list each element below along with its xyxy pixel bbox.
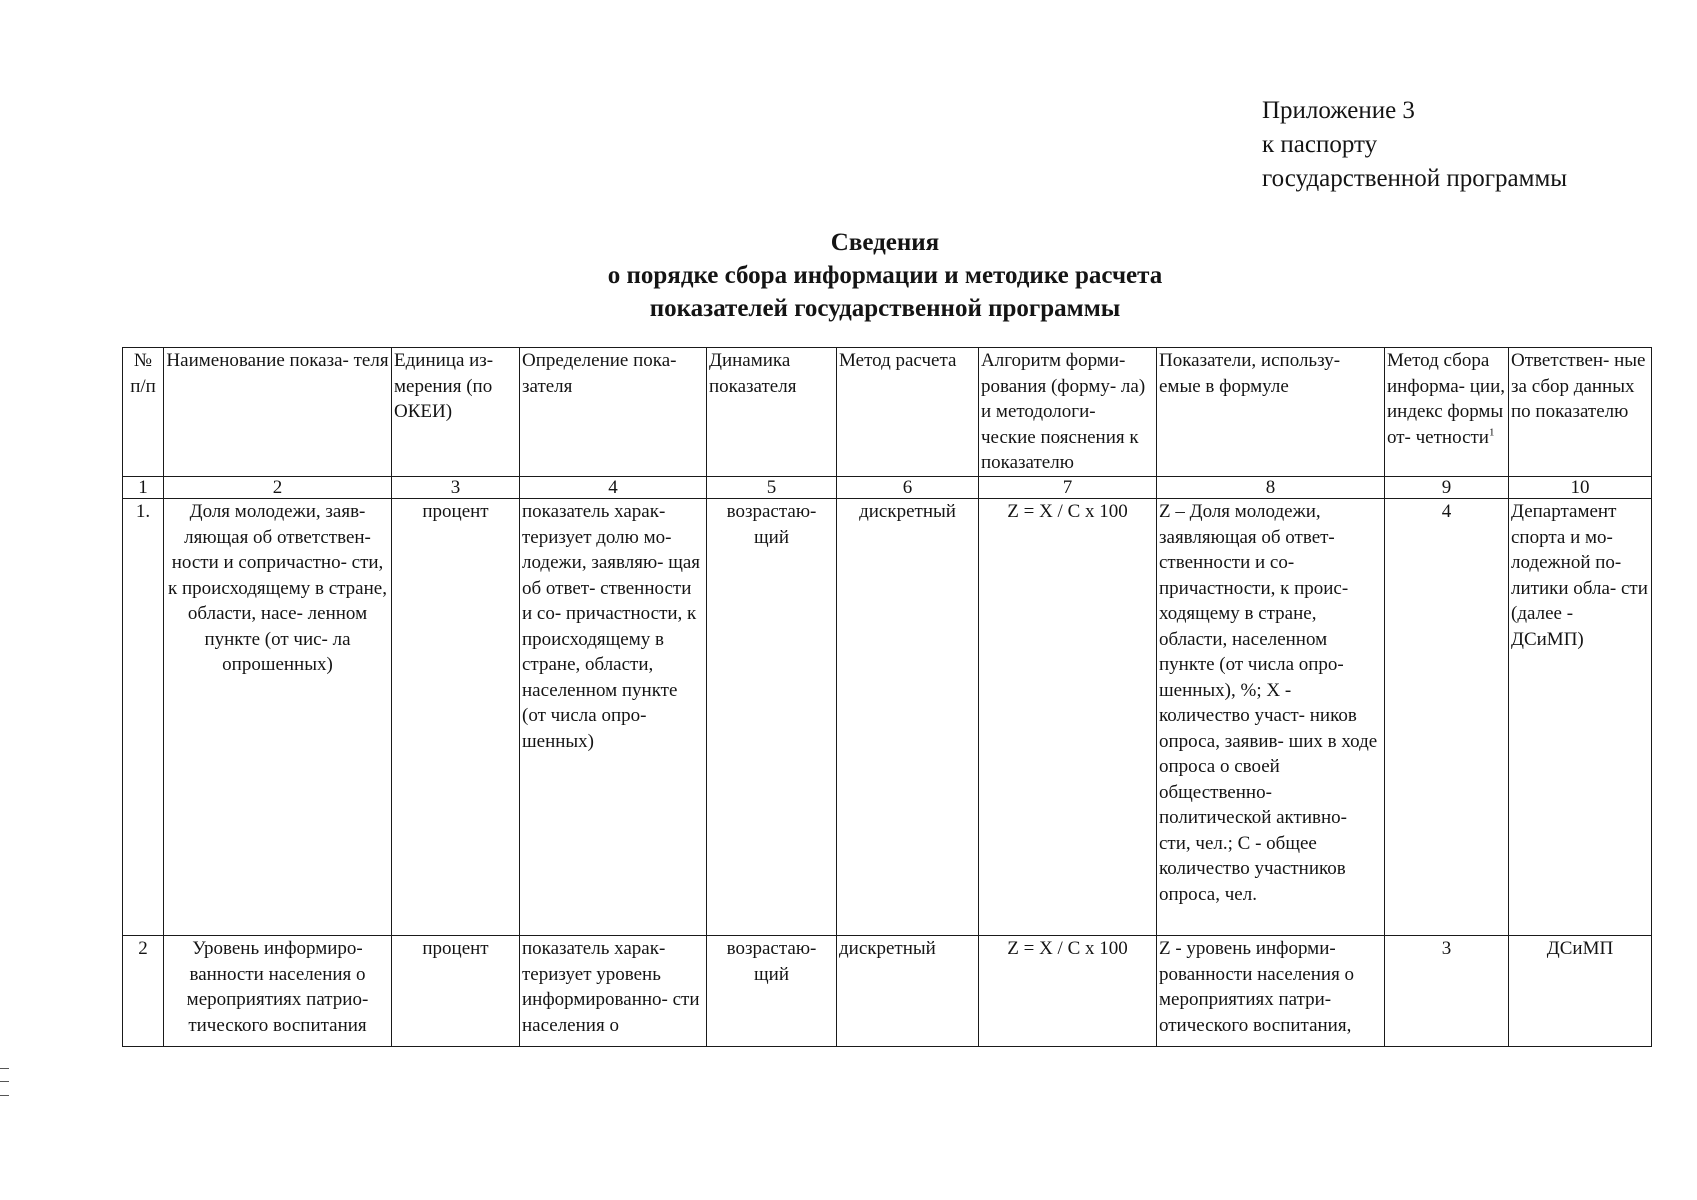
header-cell: Показатели, использу- емые в формуле <box>1157 348 1385 477</box>
document-title <box>0 226 1697 325</box>
indicator-name: Доля молодежи, заяв- ляющая об ответствен- ности и сопричастно- сти, к происходящему в стране, области, насе- ленном пункте (от чис- ла опрошенных) <box>164 499 392 936</box>
scan-margin-mark <box>0 1068 9 1096</box>
appendix-line-2: к паспорту <box>1262 131 1378 158</box>
row-number: 1. <box>123 499 164 936</box>
formula-indicators-cell: Z - уровень информи- рованности населения о мероприятиях патри- отического воспитания, <box>1157 936 1385 1047</box>
header-cell: Определение пока- зателя <box>520 348 707 477</box>
unit-cell: процент <box>392 499 520 936</box>
header-cell: Ответствен- ные за сбор данных по показателю <box>1509 348 1652 477</box>
column-number: 1 <box>123 477 164 499</box>
definition-cell: показатель харак- теризует уровень информированно- сти населения о <box>520 936 707 1047</box>
header-cell: Наименование показа- теля <box>164 348 392 477</box>
column-number-row <box>123 477 1652 499</box>
header-cell: Алгоритм форми- рования (форму- ла) и методологи- ческие пояснения к показателю <box>979 348 1157 477</box>
header-cell: Динамика показателя <box>707 348 837 477</box>
row-number: 2 <box>123 936 164 1047</box>
method-cell: дискретный <box>837 936 979 1047</box>
column-number: 8 <box>1157 477 1385 499</box>
indicators-table <box>122 347 1652 1047</box>
table-header-row <box>123 348 1652 477</box>
title-line-2: о порядке сбора информации и методике расчета <box>607 262 1163 289</box>
header-cell: № п/п <box>123 348 164 477</box>
formula-cell: Z = X / C x 100 <box>979 499 1157 936</box>
method-cell: дискретный <box>837 499 979 936</box>
header-cell-text: Метод сбора информа- ции, индекс формы от- четности <box>1387 350 1506 448</box>
table-row <box>123 936 1652 1047</box>
formula-indicators-cell: Z – Доля молодежи, заявляющая об ответ- ственности и со- причастности, к проис- ходящему в стране, области, населенном пункте (от числа опро- шенных), %; X - количество участ- ников опроса, заявив- ших в ходе опроса о своей общественно- политической активно- сти, чел.; C - общее количество участников опроса, чел. <box>1157 499 1385 936</box>
header-cell: Метод расчета <box>837 348 979 477</box>
dynamics-cell: возрастаю- щий <box>707 936 837 1047</box>
title-line-1: Сведения <box>830 229 940 256</box>
unit-cell: процент <box>392 936 520 1047</box>
collection-method-cell: 4 <box>1385 499 1509 936</box>
indicator-name: Уровень информиро- ванности населения о мероприятиях патрио- тического воспитания <box>164 936 392 1047</box>
dynamics-cell: возрастаю- щий <box>707 499 837 936</box>
column-number: 5 <box>707 477 837 499</box>
responsible-cell: Департамент спорта и мо- лодежной по- литики обла- сти (далее - ДСиМП) <box>1509 499 1652 936</box>
collection-method-cell: 3 <box>1385 936 1509 1047</box>
column-number: 7 <box>979 477 1157 499</box>
footnote-marker: 1 <box>1488 426 1495 439</box>
appendix-note <box>1262 94 1567 196</box>
table-row <box>123 499 1652 936</box>
header-cell: Единица из- мерения (по ОКЕИ) <box>392 348 520 477</box>
column-number: 6 <box>837 477 979 499</box>
header-cell <box>1385 348 1509 477</box>
column-number: 2 <box>164 477 392 499</box>
column-number: 10 <box>1509 477 1652 499</box>
responsible-cell: ДСиМП <box>1509 936 1652 1047</box>
column-number: 3 <box>392 477 520 499</box>
appendix-line-3: государственной программы <box>1262 165 1568 192</box>
title-line-3: показателей государственной программы <box>649 295 1121 322</box>
formula-cell: Z = X / C x 100 <box>979 936 1157 1047</box>
column-number: 4 <box>520 477 707 499</box>
appendix-line-1: Приложение 3 <box>1262 97 1415 124</box>
column-number: 9 <box>1385 477 1509 499</box>
definition-cell: показатель харак- теризует долю мо- лодежи, заявляю- щая об ответ- ственности и со- причастности, к происходящему в стране, области, населенном пункте (от числа опро- шенных) <box>520 499 707 936</box>
